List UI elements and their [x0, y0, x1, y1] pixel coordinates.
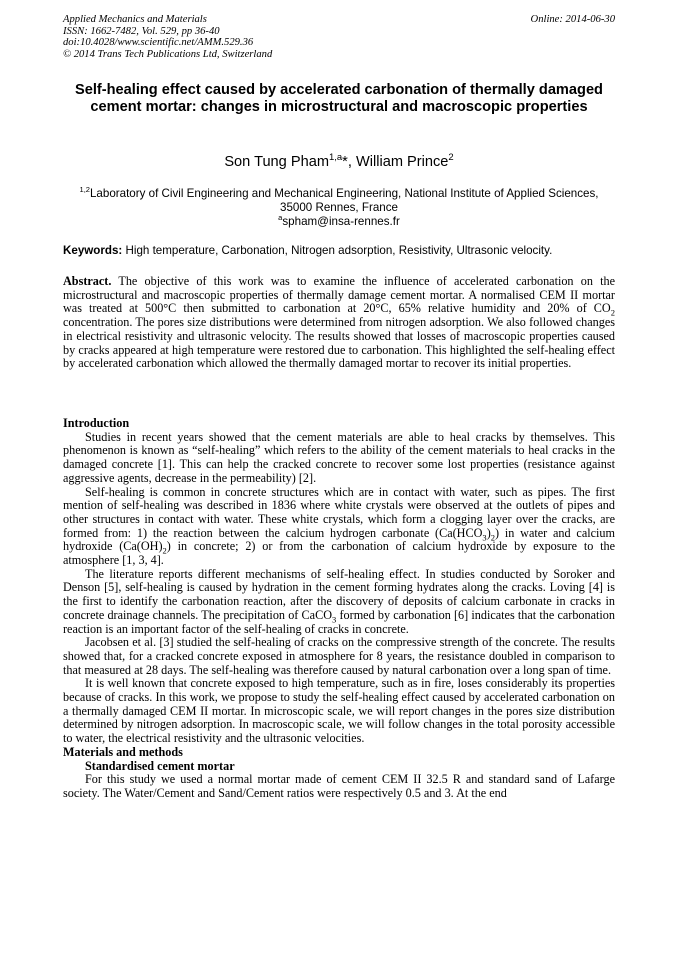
email-line [63, 215, 615, 229]
paper-title: Self-healing effect caused by accelerated carbonation of thermally damaged cement mortar: changes in microstructural and macroscopic properties [75, 82, 603, 116]
methods-paragraph-1: For this study we used a normal mortar made of cement CEM II 32.5 R and standard sand of Lafarge society. The Water/Cement and Sand/Cement ratios were respectively 0.5 and 3. At the end [63, 772, 615, 800]
corresponding-mark: * [342, 154, 348, 170]
email-sup: a [278, 213, 283, 223]
body-sections [63, 417, 615, 801]
intro-paragraph-1: Studies in recent years showed that the cement materials are able to heal cracks by themselves. This phenomenon is known as “self-healing” which refers to the ability of the cement materials to heal cracks in the damaged concrete [1]. This can help the cracked concrete to recover some lost properties (resistance against aggressive agents, decrease in the permeability) [2]. [63, 429, 615, 485]
affiliation-text: $^{1,2}$Laboratory of Civil Engineering and Mechanical Engineering, National Institute of Applied Sciences, 35000 Rennes, France [79, 185, 599, 214]
author-2-affiliation: 2 [448, 152, 454, 164]
author-separator: , [347, 154, 356, 170]
introduction-heading: Introduction [63, 416, 130, 430]
intro-paragraph-2: Self-healing is common in concrete structures which are in contact with water, such as pipes. The first mention of self-healing was described in 1836 where white crystals were observed at the outlets of pipes and other structures in contact with water. These white crystals, which form a clogging layer over the cracks, are formed from: 1) the reaction between the calcium hydrogen carbonate $(Ca(HCO_3)_2)$ in water and calcium hydroxide $(Ca(OH)_2)$ in concrete; 2) or from the carbonation of calcium hydroxide by exposure to the atmosphere [1, 3, 4]. [63, 484, 615, 568]
affiliation-block [63, 187, 615, 229]
intro-paragraph-5: It is well known that concrete exposed to high temperature, such as in fire, loses considerably its properties because of cracks. In this work, we propose to study the self-healing effect caused by accelerated carbonation on a thermally damaged CEM II mortar. In microscopic scale, we will report changes in the pores size distribution determined by nitrogen adsorption. In macroscopic scale, we will follow changes in the total porosity accessible to water, the electrical resistivity and the ultrasonic velocities. [63, 676, 615, 746]
keywords-text: High temperature, Carbonation, Nitrogen adsorption, Resistivity, Ultrasonic velocity. [122, 244, 553, 257]
abstract-label: Abstract. [63, 274, 112, 288]
intro-paragraph-3: The literature reports different mechanisms of self-healing effect. In studies conducted by Soroker and Denson [5], self-healing is caused by hydration in the cement forming hydrates along the cracks. Loving [4] is the first to identify the carbonation reaction, after the discovery of deposits of calcium carbonate in cracks in concrete drainage channels. The precipitation of CaCO$_3$ formed by carbonation [6] indicates that the carbonation reaction is an important factor of the self-healing of cracks in concrete. [63, 566, 615, 636]
email-link[interactable]: spham@insa-rennes.fr [282, 215, 400, 228]
author-1: Son Tung Pham [224, 154, 329, 170]
journal-name: Applied Mechanics and Materials [63, 14, 207, 25]
issn-line: ISSN: 1662-7482, Vol. 529, pp 36-40 [63, 25, 220, 37]
author-line [63, 153, 615, 171]
keywords [63, 244, 623, 258]
keywords-label: Keywords: [63, 244, 123, 257]
methods-heading: Materials and methods [63, 744, 183, 759]
copyright-line: © 2014 Trans Tech Publications Ltd, Switzerland [63, 48, 273, 60]
journal-header [63, 14, 615, 60]
abstract: Abstract. The objective of this work was to examine the influence of accelerated carbonation on the microstructural and macroscopic properties of thermally damage cement mortar. A normalised CEM II mortar was treated at 500°C then submitted to carbonation at 20°C, 65% relative humidity and 20% of $CO_2$ concentration. The pores size distributions were determined from nitrogen adsorption. We also followed changes in electrical resistivity and ultrasonic velocity. The results showed that losses of macroscopic properties caused by cracks appeared at high temperature were restored due to carbonation. This highlighted the self-healing effect by accelerated carbonation which allowed the thermally damaged mortar to recover its initial properties. [63, 274, 615, 371]
doi-line: doi:10.4028/www.scientific.net/AMM.529.36 [63, 37, 254, 49]
intro-paragraph-4: Jacobsen et al. [3] studied the self-healing of cracks on the compressive strength of the concrete. The results showed that, for a cracked concrete exposed in atmosphere for 8 years, the resistance doubled in comparison to that measured at 28 days. The self-healing was therefore caused by natural carbonation over a long span of time. [63, 635, 615, 677]
author-1-affiliation: 1,a [328, 152, 343, 164]
methods-subheading: Standardised cement mortar [85, 758, 235, 773]
affiliation-sup: 1,2 [79, 185, 90, 195]
online-date: Online: 2014-06-30 [530, 14, 615, 25]
author-2: William Prince [355, 154, 449, 170]
